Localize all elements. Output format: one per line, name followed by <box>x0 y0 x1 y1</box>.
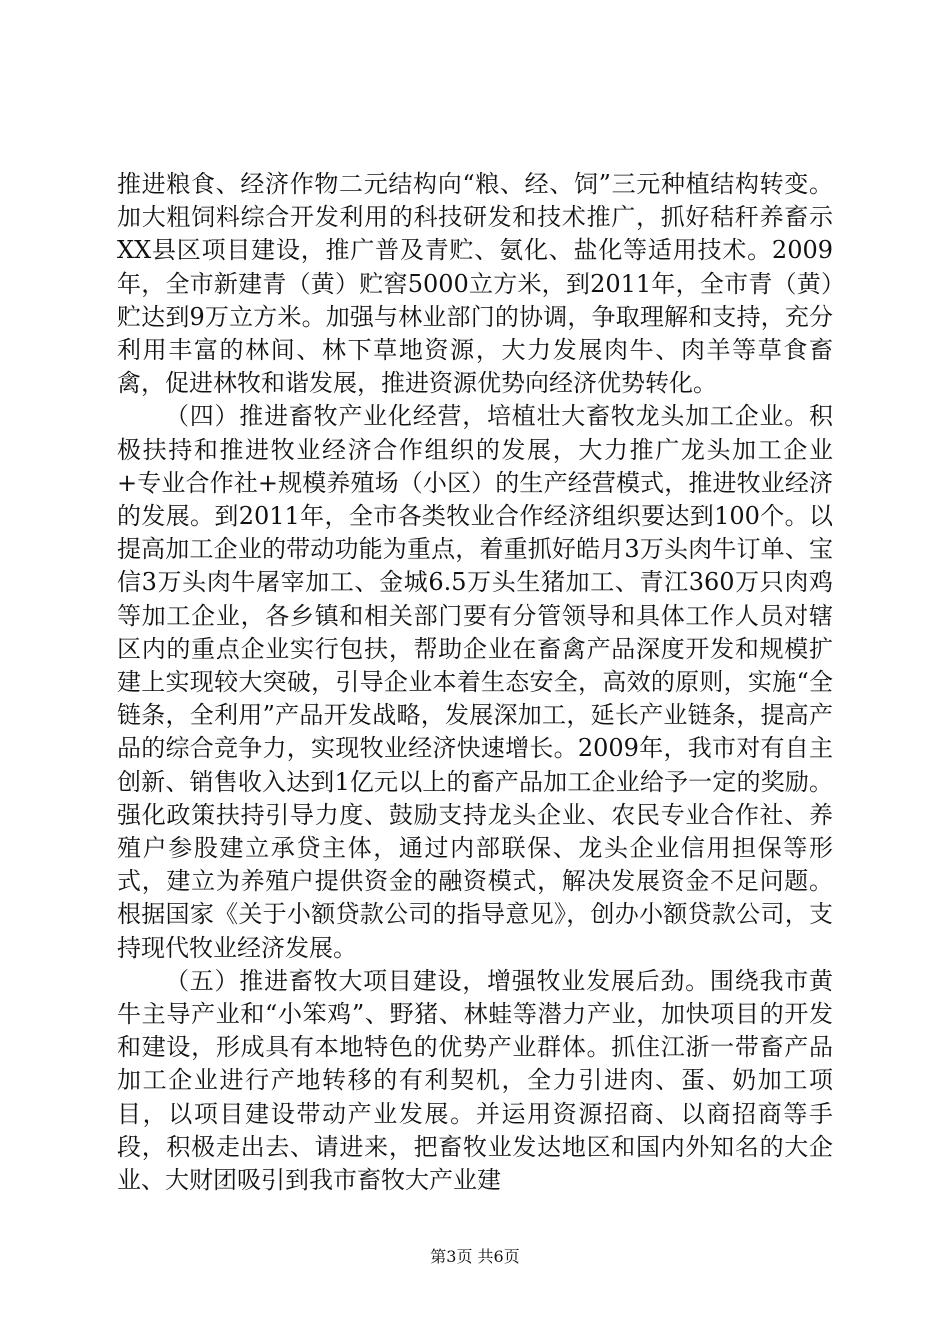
paragraph-section-five: （五）推进畜牧大项目建设，增强牧业发展后劲。围绕我市黄牛主导产业和“小笨鸡”、野猪、林蛙等潜力产业，加快项目的开发和建设，形成具有本地特色的优势产业群体。抓住江浙一带畜产品加工企业进行产地转移的有利契机，全力引进肉、蛋、奶加工项目，以项目建设带动产业发展。并运用资源招商、以商招商等手段，积极走出去、请进来，把畜牧业发达地区和国内外知名的大企业、大财团吸引到我市畜牧大产业建 <box>117 966 833 1195</box>
page-number-footer: 第3页 共6页 <box>430 1247 520 1266</box>
paragraph-continuation: 推进粮食、经济作物二元结构向“粮、经、饲”三元种植结构转变。加大粗饲料综合开发利用的科技研发和技术推广，抓好秸秆养畜示XX县区项目建设，推广普及青贮、氨化、盐化等适用技术。2009年，全市新建青（黄）贮窖5000立方米，到2011年，全市青（黄）贮达到9万立方米。加强与林业部门的协调，争取理解和支持，充分利用丰富的林间、林下草地资源，大力发展肉牛、肉羊等草食畜禽，促进林牧和谐发展，推进资源优势向经济优势转化。 <box>117 170 833 398</box>
document-body <box>117 168 833 1197</box>
paragraph-section-four: （四）推进畜牧产业化经营，培植壮大畜牧龙头加工企业。积极扶持和推进牧业经济合作组织的发展，大力推广龙头加工企业+专业合作社+规模养殖场（小区）的生产经营模式，推进牧业经济的发展。到2011年，全市各类牧业合作经济组织要达到100个。以提高加工企业的带动功能为重点，着重抓好皓月3万头肉牛订单、宝信3万头肉牛屠宰加工、金城6.5万头生猪加工、青江360万只肉鸡等加工企业，各乡镇和相关部门要有分管领导和具体工作人员对辖区内的重点企业实行包扶，帮助企业在畜禽产品深度开发和规模扩建上实现较大突破，引导企业本着生态安全，高效的原则，实施“全链条，全利用”产品开发战略，发展深加工，延长产业链条，提高产品的综合竞争力，实现牧业经济快速增长。2009年，我市对有自主创新、销售收入达到1亿元以上的畜产品加工企业给予一定的奖励。强化政策扶持引导力度、鼓励支持龙头企业、农民专业合作社、养殖户参股建立承贷主体，通过内部联保、龙头企业信用担保等形式，建立为养殖户提供资金的融资模式，解决发展资金不足问题。根据国家《关于小额贷款公司的指导意见》，创办小额贷款公司，支持现代牧业经济发展。 <box>117 402 833 962</box>
